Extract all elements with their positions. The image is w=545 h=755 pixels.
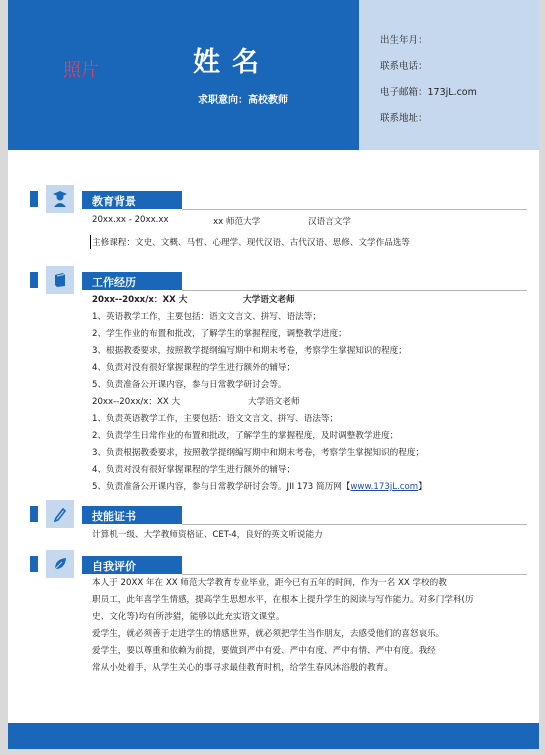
- skills-text: 计算机一级、大学教师资格证、CET-4，良好的英文听说能力: [92, 530, 323, 540]
- job2-role: 大学语文老师: [248, 397, 300, 407]
- self-eval-line: 爱学生，就必须善于走进学生的情感世界，就必须把学生当作朋友，去感受他们的喜怒哀乐。: [92, 629, 445, 639]
- job1-item: 1、英语教学工作，主要包括：语文文言文、拼写、语法等；: [92, 312, 321, 322]
- job1-item: 3、根据教委要求，按照教学提纲编写期中和期末考卷，考察学生掌握知识的程度；: [92, 346, 407, 356]
- job2-item-suffix: 】: [418, 482, 427, 492]
- job2-period: 20xx--20xx/x：XX 大: [92, 397, 181, 407]
- contact-panel: [359, 0, 539, 150]
- job-intent: 求职意向：高校教师: [198, 95, 288, 106]
- job1-role: 大学语文老师: [243, 295, 295, 305]
- book-icon: [46, 266, 74, 294]
- job2-item-last: [92, 480, 427, 492]
- phone: 联系电话：: [380, 61, 428, 72]
- education-title: 教育背景: [92, 195, 136, 208]
- self-eval-line: 爱学生，要以尊重和依赖为前提，要做到严中有爱、严中有度、严中有情、严中有度。我经: [92, 646, 436, 656]
- resume-page: [8, 0, 539, 749]
- graduation-cap-icon: [46, 185, 74, 213]
- self-eval-line: 职员工，此年喜学生情感，提高学生思想水平，在根本上提升学生的阅读与写作能力。对多门学科(历: [92, 595, 474, 605]
- candidate-name: 姓名: [193, 47, 271, 78]
- address: 联系地址：: [380, 113, 428, 124]
- header-banner: [8, 0, 359, 150]
- education-header: [30, 185, 530, 213]
- website-link[interactable]: www.173jL.com: [350, 482, 419, 492]
- education-major: 汉语言文学: [308, 217, 351, 227]
- job1-item: 4、负责对没有很好掌握课程的学生进行额外的辅导；: [92, 363, 296, 373]
- pen-icon: [46, 500, 74, 528]
- job2-item: 3、负责根据教委要求，按照教学提纲编写期中和期末考卷，考察学生掌握知识的程度；: [92, 448, 425, 458]
- self-eval-line: 常从小处着手，从学生关心的事寻求最佳教育时机，给学生春风沐浴般的教育。: [92, 663, 393, 673]
- education-school: xx 师范大学: [213, 217, 261, 227]
- education-period: 20xx.xx - 20xx.xx: [92, 215, 169, 225]
- birth-date: 出生年月：: [380, 35, 428, 46]
- skills-title: 技能证书: [92, 510, 136, 523]
- email: 电子邮箱：173jL.com: [380, 87, 477, 98]
- skills-header: [30, 500, 530, 528]
- experience-title: 工作经历: [92, 276, 136, 289]
- job2-item: 2、负责学生日常作业的布置和批改，了解学生的掌握程度，及时调整教学进度；: [92, 431, 399, 441]
- job1-item: 2、学生作业的布置和批改，了解学生的掌握程度，调整教学进度；: [92, 329, 347, 339]
- self-eval-header: [30, 550, 530, 578]
- footer-bar: [8, 723, 539, 749]
- job1-item: 5、负责准备公开课内容，参与日常教学研讨会等。: [92, 380, 287, 390]
- education-courses: 主修课程：文史、文概、马哲、心理学、现代汉语、古代汉语、思修、文学作品选等: [92, 238, 410, 248]
- self-eval-title: 自我评价: [92, 560, 136, 573]
- leaf-icon: [46, 550, 74, 578]
- job2-item: 4、负责对没有很好掌握课程的学生进行额外的辅导；: [92, 465, 296, 475]
- job1-period: 20xx--20xx/x：XX 大: [92, 295, 188, 305]
- self-eval-line: 史、文化等)均有所涉猎，能够以此充实语文课堂。: [92, 612, 285, 622]
- photo-placeholder: 照片: [63, 60, 99, 81]
- job2-item-text: 5、负责准备公开课内容，参与日常教学研讨会等。JII 173 简历网【: [92, 482, 351, 492]
- experience-header: [30, 266, 530, 294]
- self-eval-line: 本人于 20XX 年在 XX 师范大学教育专业毕业，距今已有五年的时间，作为一名 XX 学校的教: [92, 578, 447, 588]
- job2-item: 1、负责英语教学工作，主要包括：语文文言文、拼写、语法等；: [92, 414, 339, 424]
- text-cursor: [90, 235, 91, 249]
